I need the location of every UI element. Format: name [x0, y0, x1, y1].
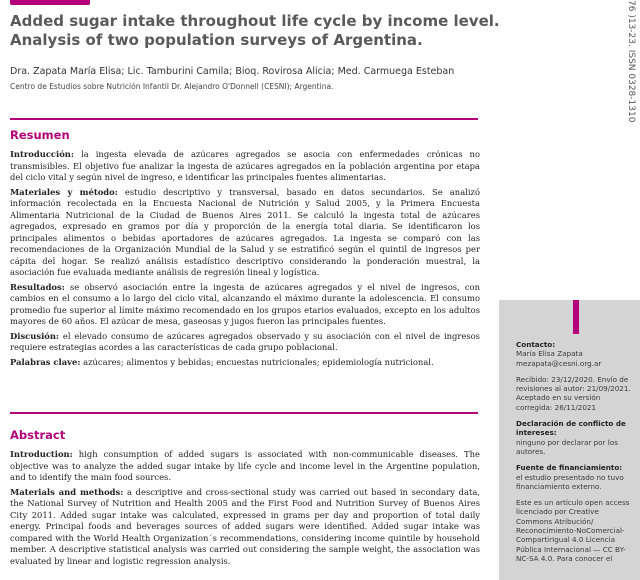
funding-text: el estudio presentado no tuvo financiamiento externo. [516, 472, 624, 491]
title-top-fragment [10, 0, 90, 5]
divider-middle [10, 412, 478, 414]
contact-label: Contacto: [516, 340, 556, 349]
sidebar-content [516, 340, 636, 570]
resumen-methods-text: estudio descriptivo y transversal, basado en datos secundarios. Se analizó información recolectada en la Encuesta Nacional de Nutrición y Salud 2005, y la Primera Encuesta Alimentaria Nutricional de la Ciudad de Buenos Aires 2011. Se calculó la ingesta total de azúcares agregados, expresado en gramos por día y proporción de la energía total diaria. Se identificaron los principales alimentos o bebidas aportadores de azúcares agregados. La ingesta se comparó con las recomendaciones de la Organización Mundial de la Salud y se estratificó según el quintil de ingresos per cápita del hogar. Se realizó análisis estadístico descriptivo considerando la ponderación muestral, la asociación fue evaluada mediante análisis de regresión lineal y logística. [10, 186, 480, 277]
conflict-label: Declaración de conflicto de intereses: [516, 419, 626, 438]
sidebar-accent-bar [573, 300, 579, 334]
resumen-discussion-label: Discusión: [10, 330, 60, 341]
resumen-methods-label: Materiales y método: [10, 186, 118, 197]
contact-name: María Elisa Zapata [516, 349, 583, 359]
abstract-section [10, 428, 480, 570]
resumen-discussion-text: el elevado consumo de azúcares agregados observado y su asociación con el nivel de ingresos requiere estrategias acordes a las características de cada grupo poblacional. [10, 330, 480, 352]
resumen-keywords-text: azúcares; alimentos y bebidas; encuestas nutricionales; epidemiología nutricional. [83, 356, 434, 367]
resumen-discussion [10, 331, 480, 354]
abstract-methods-label: Materials and methods: [10, 486, 124, 497]
affiliation: Centro de Estudios sobre Nutrición Infantil Dr. Alejandro O'Donnell (CESNI); Argentina. [10, 82, 334, 91]
abstract-intro [10, 449, 480, 484]
vertical-citation: 76 )13-23. ISSN 0328-1310 [626, 0, 636, 123]
resumen-intro-label: Introducción: [10, 149, 74, 159]
resumen-methods [10, 187, 480, 279]
contact-email[interactable]: mezapata@cesni.org.ar [516, 358, 602, 368]
resumen-intro [10, 149, 480, 184]
conflict-block [516, 419, 636, 456]
contact-block [516, 340, 636, 368]
abstract-intro-label: Introduction: [10, 449, 73, 459]
resumen-section [10, 128, 480, 371]
resumen-results-label: Resultados: [10, 281, 65, 292]
funding-block [516, 463, 636, 491]
article-title [10, 12, 550, 50]
title-line-2: Analysis of two population surveys of Argentina. [10, 31, 423, 49]
resumen-keywords [10, 357, 480, 369]
resumen-keywords-label: Palabras clave: [10, 356, 81, 367]
resumen-results [10, 282, 480, 328]
license-block: Este es un artículo open access licenciado por Creative Commons Atribución/ Reconocimiento-NoComercial-CompartirIgual 4.0 Licencia Pública Internacional — CC BY-NC-SA 4.0. Para conocer el [516, 498, 630, 563]
abstract-intro-text: high consumption of added sugars is associated with non-communicable diseases. The objective was to analyze the added sugar intake by life cycle and income level in the Argentine population, and to identify the main food sources. [10, 449, 480, 482]
resumen-results-text: se observó asociación entre la ingesta de azúcares agregados y el nivel de ingresos, con cambios en el consumo a lo largo del ciclo vital, alcanzando el máximo durante la adolescencia. El consumo promedio fue superior al límite máximo recomendado en los grupos etarios evaluados, excepto en los adultos mayores de 60 años. El azúcar de mesa, gaseosas y jugos fueron las principales fuentes. [10, 281, 480, 326]
abstract-methods [10, 487, 480, 568]
dates-block: Recibido: 23/12/2020. Envío de revisiones al autor: 21/09/2021. Aceptado en su versión corregida: 26/11/2021 [516, 374, 631, 412]
funding-label: Fuente de financiamiento: [516, 463, 623, 473]
conflict-text: ninguno por declarar por los autores. [516, 437, 618, 456]
resumen-intro-text: la ingesta elevada de azúcares agregados se asocia con enfermedades crónicas no transmisibles. El objetivo fue analizar la ingesta de azúcares agregados en la población argentina por etapa del ciclo vital y según nivel de ingreso, e identificar las principales fuentes alimentarias. [10, 149, 480, 182]
author-list: Dra. Zapata María Elisa; Lic. Tamburini Camila; Bioq. Rovirosa Alicia; Med. Carmuega Esteban [10, 66, 455, 77]
title-line-1: Added sugar intake throughout life cycle by income level. [10, 12, 500, 30]
resumen-heading: Resumen [10, 128, 70, 142]
abstract-heading: Abstract [10, 428, 66, 442]
divider-top [10, 118, 478, 120]
abstract-methods-text: a descriptive and cross-sectional study was carried out based in secondary data, the National Survey of Nutrition and Health 2005 and the First Food and Nutrition Survey of Buenos Aires City 2011. Added sugar intake was calculated, expressed in grams per day and proportion of total daily energy. Principal foods and beverages sources of added sugars were identified. Added sugar intake was compared with the World Health Organization´s recommendations, considering income quintile by household member. A descriptive statistical analysis was carried out considering the sample weight, the association was evaluated by linear and logistic regression analysis. [10, 486, 480, 566]
